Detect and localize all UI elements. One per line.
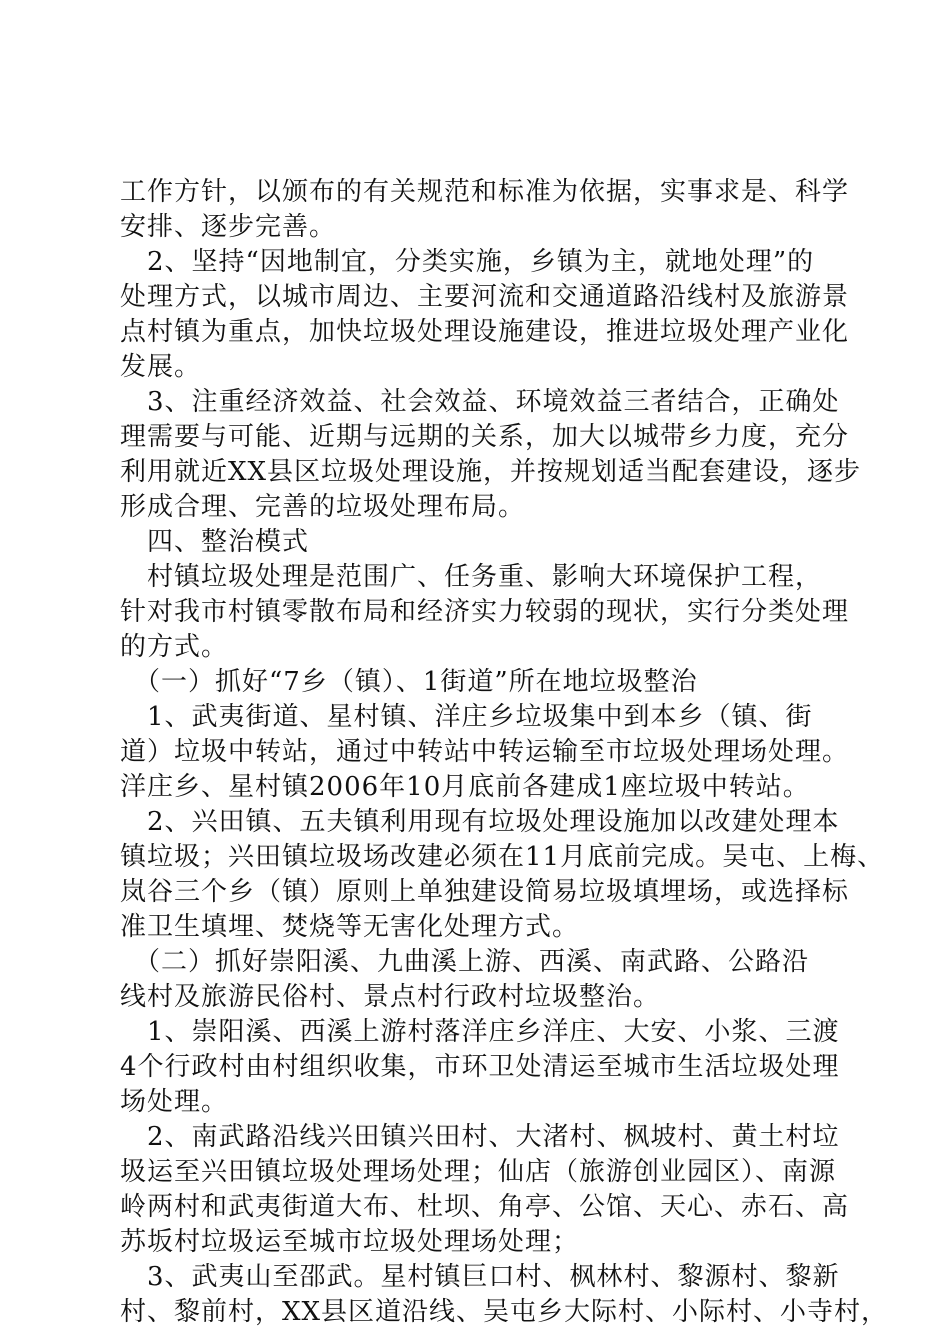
- text-line: 理需要与可能、近期与远期的关系，加大以城带乡力度，充分: [120, 422, 850, 452]
- text-line: 场处理。: [120, 1087, 229, 1117]
- text-line: 利用就近XX县区垃圾处理设施，并按规划适当配套建设，逐步: [120, 457, 862, 487]
- text-line: 工作方针，以颁布的有关规范和标准为依据，实事求是、科学: [120, 177, 850, 207]
- text-line: 2、兴田镇、五夫镇利用现有垃圾处理设施加以改建处理本: [120, 807, 840, 837]
- text-line: 处理方式，以城市周边、主要河流和交通道路沿线村及旅游景: [120, 282, 850, 312]
- text-line: 针对我市村镇零散布局和经济实力较弱的现状，实行分类处理: [120, 597, 850, 627]
- text-line: 1、武夷街道、星村镇、洋庄乡垃圾集中到本乡（镇、街: [120, 702, 813, 732]
- text-line: 3、注重经济效益、社会效益、环境效益三者结合，正确处: [120, 387, 840, 417]
- text-line: 点村镇为重点，加快垃圾处理设施建设，推进垃圾处理产业化: [120, 317, 850, 347]
- text-line: 准卫生填埋、焚烧等无害化处理方式。: [120, 912, 580, 942]
- text-line: 圾运至兴田镇垃圾处理场处理；仙店（旅游创业园区）、南源: [120, 1157, 837, 1187]
- subsection-heading: （一）抓好“7乡（镇）、1街道”所在地垃圾整治: [120, 667, 698, 697]
- text-line: 的方式。: [120, 632, 229, 662]
- text-line: 3、武夷山至邵武。星村镇巨口村、枫林村、黎源村、黎新: [120, 1262, 840, 1292]
- text-line: 2、南武路沿线兴田镇兴田村、大渚村、枫坡村、黄土村垃: [120, 1122, 840, 1152]
- text-line: 发展。: [120, 352, 202, 382]
- text-line: 镇垃圾；兴田镇垃圾场改建必须在11月底前完成。吴屯、上梅、: [120, 842, 885, 872]
- text-line: 道）垃圾中转站，通过中转站中转运输至市垃圾处理场处理。: [120, 737, 850, 767]
- text-line: 岭两村和武夷街道大布、杜坝、角亭、公馆、天心、赤石、高: [120, 1192, 850, 1222]
- section-heading: 四、整治模式: [120, 527, 310, 557]
- text-line: 1、崇阳溪、西溪上游村落洋庄乡洋庄、大安、小浆、三渡: [120, 1017, 840, 1047]
- text-line: 线村及旅游民俗村、景点村行政村垃圾整治。: [120, 982, 661, 1012]
- text-line: 形成合理、完善的垃圾处理布局。: [120, 492, 526, 522]
- text-line: 村镇垃圾处理是范围广、任务重、影响大环境保护工程，: [120, 562, 823, 592]
- text-line: 2、坚持“因地制宜，分类实施，乡镇为主，就地处理”的: [120, 247, 815, 277]
- text-line: 岚谷三个乡（镇）原则上单独建设简易垃圾填埋场，或选择标: [120, 877, 850, 907]
- text-line: 洋庄乡、星村镇2006年10月底前各建成1座垃圾中转站。: [120, 772, 810, 802]
- text-line: 安排、逐步完善。: [120, 212, 337, 242]
- text-line: 村、黎前村，XX县区道沿线、吴屯乡大际村、小际村、小寺村，: [120, 1297, 889, 1327]
- subsection-heading: （二）抓好崇阳溪、九曲溪上游、西溪、南武路、公路沿: [120, 947, 810, 977]
- text-line: 4个行政村由村组织收集，市环卫处清运至城市生活垃圾处理: [120, 1052, 840, 1082]
- text-line: 苏坂村垃圾运至城市垃圾处理场处理；: [120, 1227, 580, 1257]
